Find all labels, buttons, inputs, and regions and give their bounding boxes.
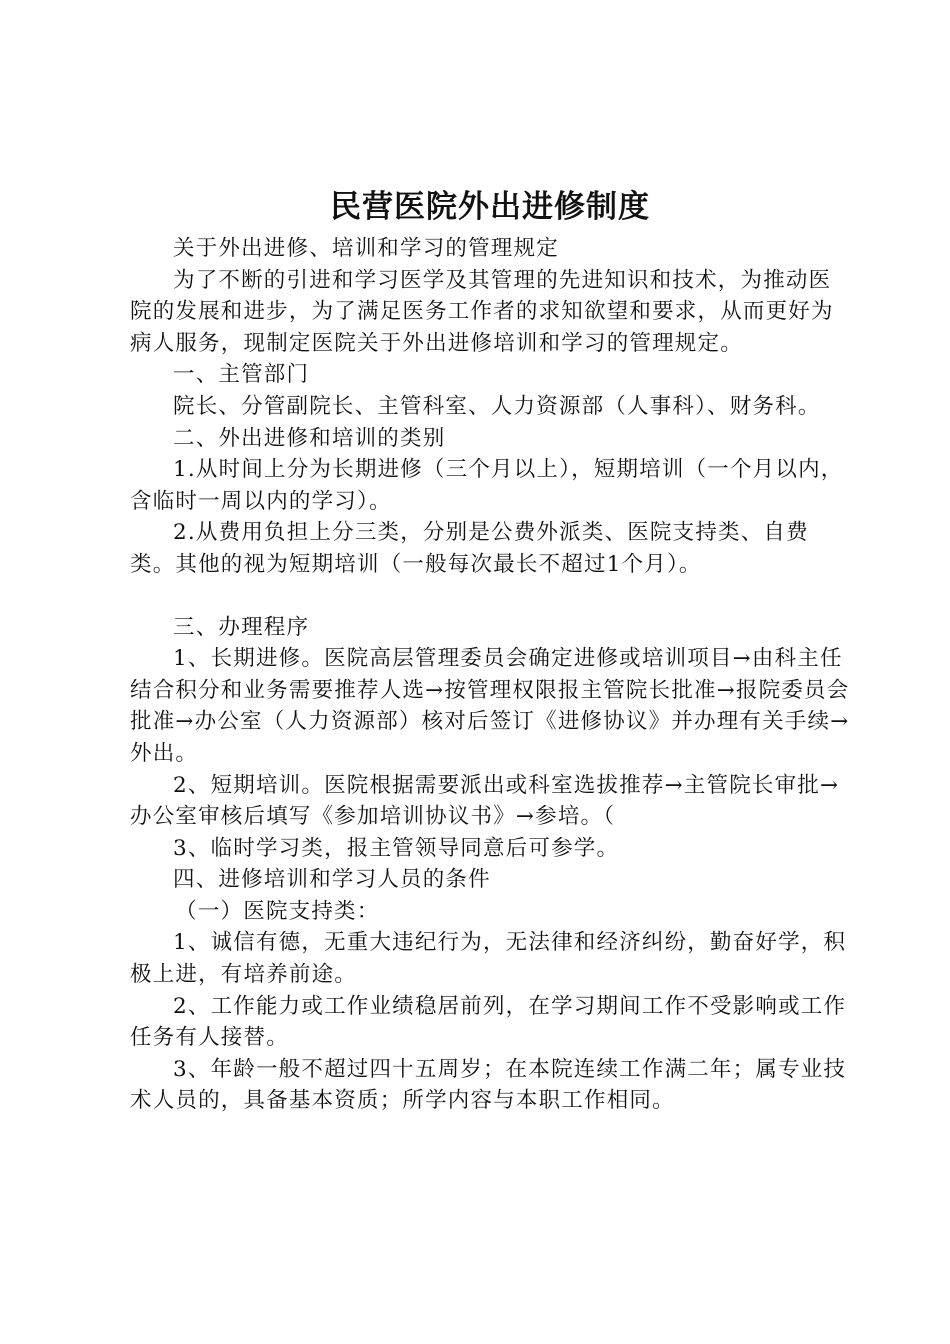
section-heading-conditions: 四、进修培训和学习人员的条件 [173,867,491,893]
paragraph-procedure-long-term: 1、长期进修。医院高层管理委员会确定进修或培训项目→由科主任结合积分和业务需要推荐人选→按管理权限报主管院长批准→报院委员会批准→办公室（人力资源部）核对后签订《进修协议》并办理有关手续→外出。 [130,646,850,766]
paragraph-purpose: 为了不断的引进和学习医学及其管理的先进知识和技术，为推动医院的发展和进步，为了满足医务工作者的求知欲望和要求，从而更好为病人服务，现制定医院关于外出进修培训和学习的管理规定。 [130,267,834,356]
document-page [130,185,850,1117]
paragraph-departments: 院长、分管副院长、主管科室、人力资源部（人事科）、财务科。 [173,393,821,419]
paragraph-category-cost: 2.从费用负担上分三类，分别是公费外派类、医院支持类、自费类。其他的视为短期培训（一般每次最长不超过1个月）。 [130,520,809,577]
section-heading-departments: 一、主管部门 [173,362,310,388]
section-heading-categories: 二、外出进修和培训的类别 [173,425,446,451]
paragraph-intro-heading: 关于外出进修、培训和学习的管理规定 [173,236,559,261]
document-title: 民营医院外出进修制度 [330,189,650,225]
paragraph-condition-2: 2、工作能力或工作业绩稳居前列，在学习期间工作不受影响或工作任务有人接替。 [130,993,847,1051]
paragraph-condition-1: 1、诚信有德，无重大违纪行为，无法律和经济纠纷，勤奋好学，积极上进，有培养前途。 [130,930,847,988]
paragraph-category-time: 1.从时间上分为长期进修（三个月以上），短期培训（一个月以内，含临时一周以内的学习）。 [130,457,844,514]
section-heading-procedure: 三、办理程序 [173,614,310,640]
paragraph-condition-3: 3、年龄一般不超过四十五周岁；在本院连续工作满二年；属专业技术人员的，具备基本资质；所学内容与本职工作相同。 [130,1056,847,1114]
subsection-heading-hospital-supported: （一）医院支持类： [175,898,380,924]
paragraph-procedure-temporary: 3、临时学习类，报主管领导同意后可参学。 [173,835,620,861]
paragraph-procedure-short-term: 2、短期培训。医院根据需要派出或科室选拔推荐→主管院长审批→办公室审核后填写《参加培训协议书》→参培。（ [130,772,840,830]
